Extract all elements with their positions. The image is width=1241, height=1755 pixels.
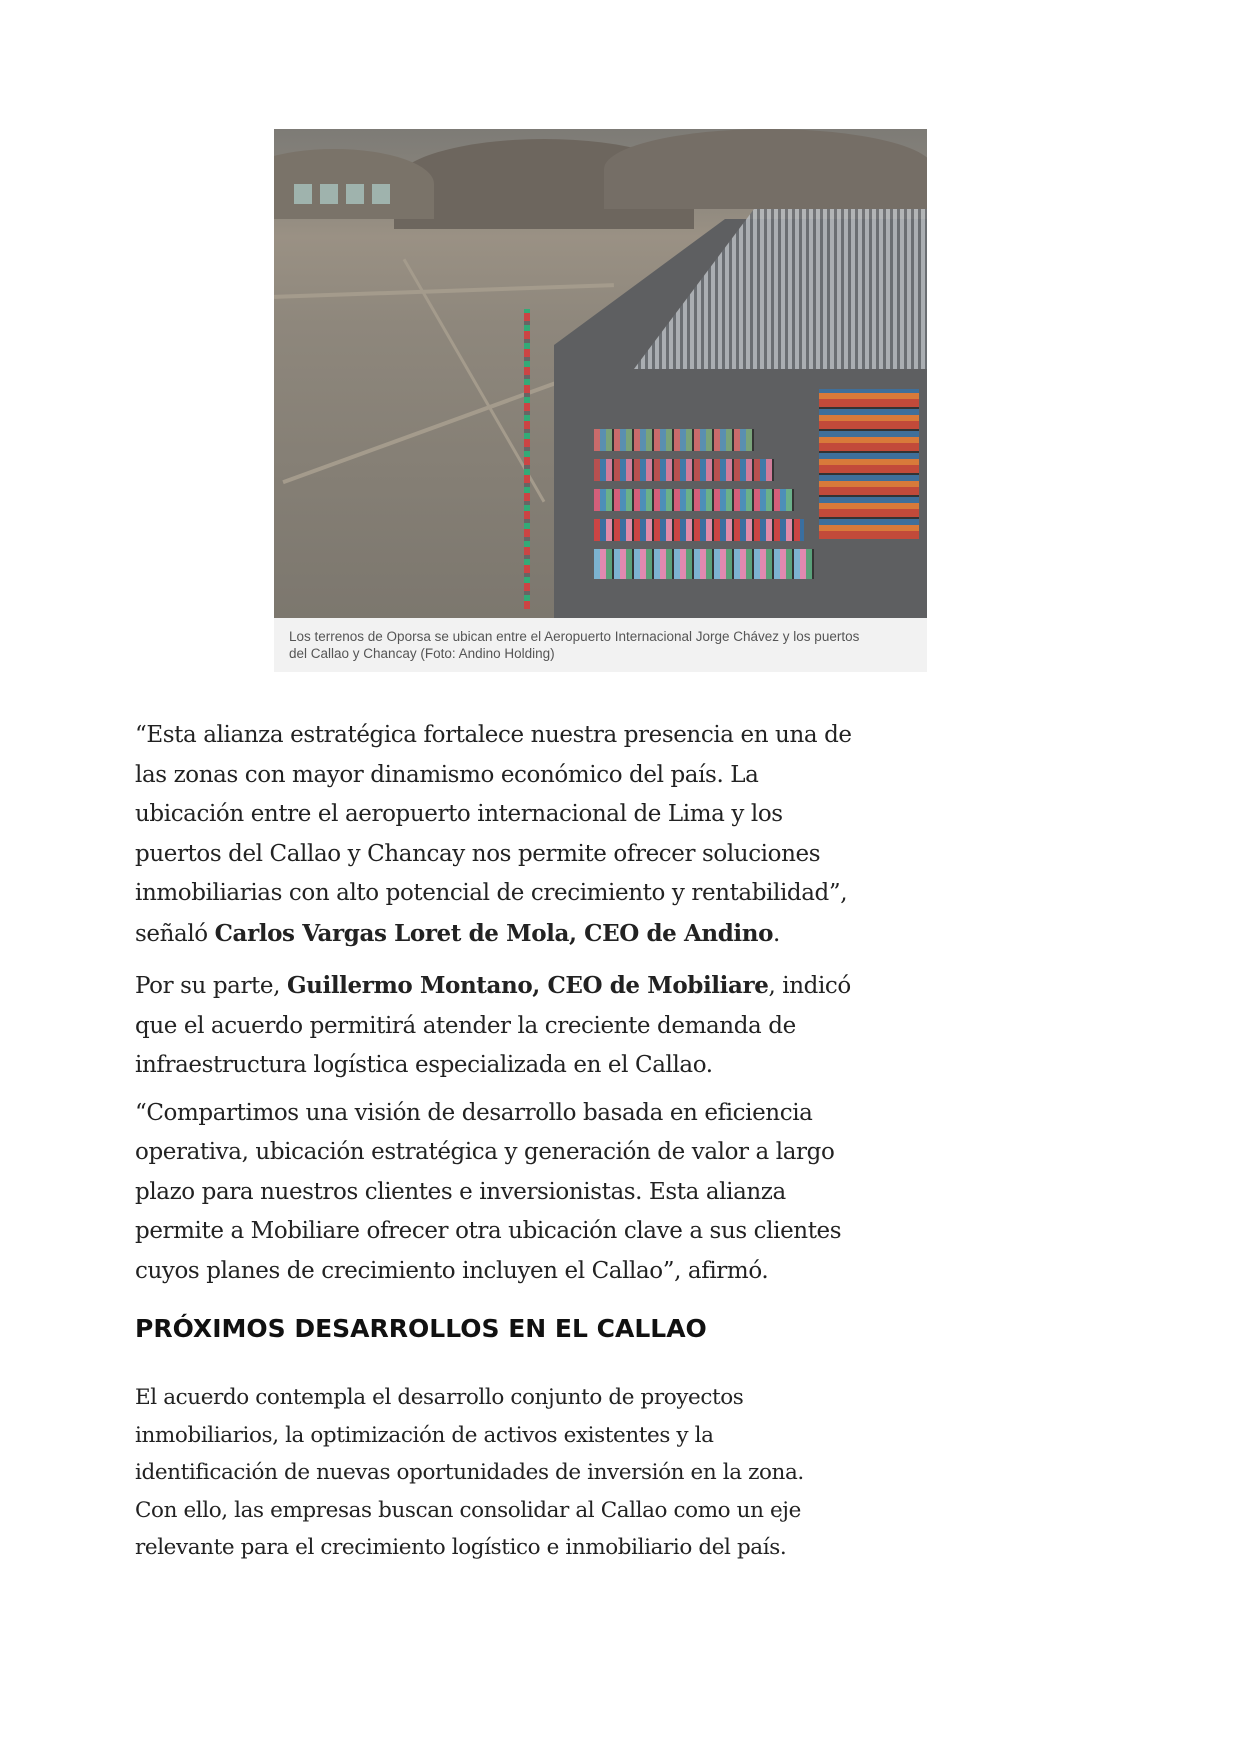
quote2-line: plazo para nuestros clientes e inversionistas. Esta alianza	[135, 1178, 786, 1205]
p2-line: infraestructura logística especializada en el Callao.	[135, 1052, 713, 1078]
attr-suffix: .	[773, 920, 780, 947]
closing-line: inmobiliarios, la optimización de activos existentes y la	[135, 1422, 714, 1448]
attr-prefix: señaló	[135, 920, 215, 947]
quote1-line: ubicación entre el aeropuerto internacional de Lima y los	[135, 801, 783, 827]
closing-line: Con ello, las empresas buscan consolidar al Callao como un eje	[135, 1497, 801, 1523]
quote2-line: operativa, ubicación estratégica y generación de valor a largo	[135, 1139, 835, 1165]
closing-line: El acuerdo contempla el desarrollo conjunto de proyectos	[135, 1385, 744, 1410]
caption-line: del Callao y Chancay (Foto: Andino Holding)	[289, 646, 555, 661]
closing-line: identificación de nuevas oportunidades de inversión en la zona.	[135, 1460, 804, 1485]
speaker-name: Guillermo Montano, CEO de Mobiliare	[286, 972, 769, 999]
caption-line: Los terrenos de Oporsa se ubican entre el Aeropuerto Internacional Jorge Chávez y los puertos	[289, 629, 860, 644]
quote1-attribution	[135, 914, 852, 955]
article-body-upper	[135, 716, 852, 1291]
p2-line: que el acuerdo permitirá atender la creciente demanda de	[135, 1012, 796, 1039]
aerial-photo	[274, 129, 927, 618]
quote2-line: “Compartimos una visión de desarrollo basada en eficiencia	[135, 1099, 813, 1126]
p2-suffix: , indicó	[768, 973, 851, 999]
p2-prefix: Por su parte,	[135, 973, 287, 999]
closing-paragraph	[135, 1379, 804, 1567]
quote1-line: inmobiliarias con alto potencial de crecimiento y rentabilidad”,	[135, 880, 848, 906]
closing-line: relevante para el crecimiento logístico e inmobiliario del país.	[135, 1535, 787, 1560]
speaker-name: Carlos Vargas Loret de Mola, CEO de Andino	[214, 919, 774, 947]
quote2-line: cuyos planes de crecimiento incluyen el Callao”, afirmó.	[135, 1257, 769, 1284]
figure-caption	[274, 618, 927, 672]
section-heading: PRÓXIMOS DESARROLLOS EN EL CALLAO	[135, 1314, 707, 1343]
quote1-line: puertos del Callao y Chancay nos permite ofrecer soluciones	[135, 840, 821, 867]
quote1-line: las zonas con mayor dinamismo económico del país. La	[135, 761, 759, 788]
quote2-line: permite a Mobiliare ofrecer otra ubicación clave a sus clientes	[135, 1218, 842, 1244]
quote1-line: “Esta alianza estratégica fortalece nuestra presencia en una de	[135, 722, 852, 748]
p2-line	[135, 966, 852, 1007]
